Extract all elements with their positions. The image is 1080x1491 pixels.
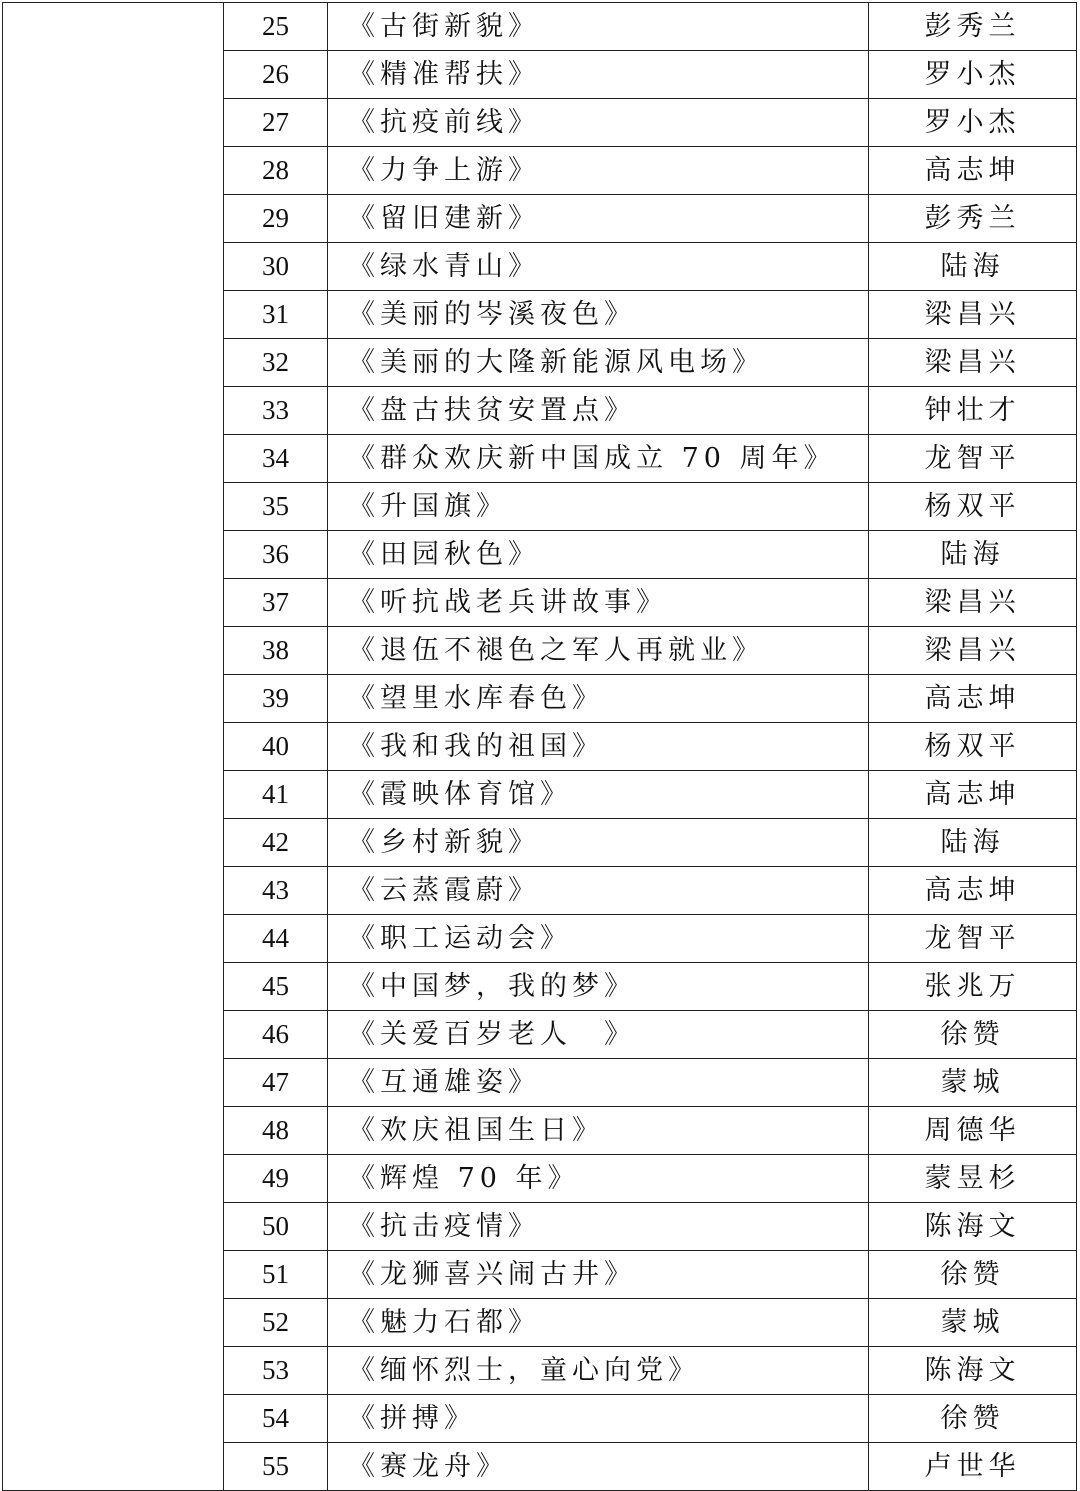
row-number: 37 (224, 579, 328, 627)
category-merged-cell (3, 3, 224, 1491)
author-name: 徐赞 (869, 1251, 1077, 1299)
row-number: 35 (224, 483, 328, 531)
work-title: 《古街新貌》 (328, 3, 869, 51)
author-name: 陆海 (869, 819, 1077, 867)
row-number: 42 (224, 819, 328, 867)
author-name: 陈海文 (869, 1203, 1077, 1251)
work-title: 《美丽的大隆新能源风电场》 (328, 339, 869, 387)
entries-table (2, 2, 1077, 1491)
row-number: 25 (224, 3, 328, 51)
row-number: 45 (224, 963, 328, 1011)
author-name: 梁昌兴 (869, 291, 1077, 339)
author-name: 张兆万 (869, 963, 1077, 1011)
work-title: 《拼搏》 (328, 1395, 869, 1443)
work-title: 《云蒸霞蔚》 (328, 867, 869, 915)
row-number: 46 (224, 1011, 328, 1059)
author-name: 陆海 (869, 531, 1077, 579)
work-title: 《龙狮喜兴闹古井》 (328, 1251, 869, 1299)
row-number: 31 (224, 291, 328, 339)
author-name: 龙智平 (869, 435, 1077, 483)
work-title: 《群众欢庆新中国成立 70 周年》 (328, 435, 869, 483)
work-title: 《精准帮扶》 (328, 51, 869, 99)
entries-table-body (3, 3, 1077, 1491)
author-name: 梁昌兴 (869, 627, 1077, 675)
author-name: 罗小杰 (869, 99, 1077, 147)
author-name: 梁昌兴 (869, 579, 1077, 627)
work-title: 《魅力石都》 (328, 1299, 869, 1347)
author-name: 高志坤 (869, 771, 1077, 819)
row-number: 44 (224, 915, 328, 963)
author-name: 钟壮才 (869, 387, 1077, 435)
row-number: 54 (224, 1395, 328, 1443)
work-title: 《绿水青山》 (328, 243, 869, 291)
author-name: 高志坤 (869, 147, 1077, 195)
work-title: 《关爱百岁老人 》 (328, 1011, 869, 1059)
author-name: 杨双平 (869, 723, 1077, 771)
row-number: 30 (224, 243, 328, 291)
row-number: 26 (224, 51, 328, 99)
work-title: 《中国梦，我的梦》 (328, 963, 869, 1011)
row-number: 33 (224, 387, 328, 435)
work-title: 《美丽的岑溪夜色》 (328, 291, 869, 339)
work-title: 《欢庆祖国生日》 (328, 1107, 869, 1155)
row-number: 27 (224, 99, 328, 147)
row-number: 55 (224, 1443, 328, 1491)
author-name: 杨双平 (869, 483, 1077, 531)
author-name: 徐赞 (869, 1011, 1077, 1059)
author-name: 陈海文 (869, 1347, 1077, 1395)
author-name: 周德华 (869, 1107, 1077, 1155)
work-title: 《抗击疫情》 (328, 1203, 869, 1251)
row-number: 49 (224, 1155, 328, 1203)
author-name: 蒙城 (869, 1059, 1077, 1107)
work-title: 《赛龙舟》 (328, 1443, 869, 1491)
work-title: 《听抗战老兵讲故事》 (328, 579, 869, 627)
table-row (3, 3, 1077, 51)
work-title: 《留旧建新》 (328, 195, 869, 243)
author-name: 梁昌兴 (869, 339, 1077, 387)
author-name: 蒙昱杉 (869, 1155, 1077, 1203)
row-number: 32 (224, 339, 328, 387)
work-title: 《霞映体育馆》 (328, 771, 869, 819)
work-title: 《田园秋色》 (328, 531, 869, 579)
work-title: 《辉煌 70 年》 (328, 1155, 869, 1203)
author-name: 卢世华 (869, 1443, 1077, 1491)
row-number: 39 (224, 675, 328, 723)
row-number: 40 (224, 723, 328, 771)
work-title: 《盘古扶贫安置点》 (328, 387, 869, 435)
row-number: 47 (224, 1059, 328, 1107)
row-number: 36 (224, 531, 328, 579)
row-number: 28 (224, 147, 328, 195)
work-title: 《力争上游》 (328, 147, 869, 195)
work-title: 《望里水库春色》 (328, 675, 869, 723)
author-name: 彭秀兰 (869, 195, 1077, 243)
author-name: 陆海 (869, 243, 1077, 291)
row-number: 41 (224, 771, 328, 819)
row-number: 50 (224, 1203, 328, 1251)
row-number: 52 (224, 1299, 328, 1347)
author-name: 徐赞 (869, 1395, 1077, 1443)
row-number: 48 (224, 1107, 328, 1155)
author-name: 高志坤 (869, 867, 1077, 915)
work-title: 《退伍不褪色之军人再就业》 (328, 627, 869, 675)
work-title: 《我和我的祖国》 (328, 723, 869, 771)
row-number: 53 (224, 1347, 328, 1395)
author-name: 彭秀兰 (869, 3, 1077, 51)
work-title: 《互通雄姿》 (328, 1059, 869, 1107)
row-number: 34 (224, 435, 328, 483)
author-name: 高志坤 (869, 675, 1077, 723)
work-title: 《缅怀烈士，童心向党》 (328, 1347, 869, 1395)
row-number: 38 (224, 627, 328, 675)
work-title: 《升国旗》 (328, 483, 869, 531)
author-name: 蒙城 (869, 1299, 1077, 1347)
row-number: 29 (224, 195, 328, 243)
author-name: 龙智平 (869, 915, 1077, 963)
work-title: 《职工运动会》 (328, 915, 869, 963)
row-number: 51 (224, 1251, 328, 1299)
author-name: 罗小杰 (869, 51, 1077, 99)
work-title: 《乡村新貌》 (328, 819, 869, 867)
row-number: 43 (224, 867, 328, 915)
work-title: 《抗疫前线》 (328, 99, 869, 147)
